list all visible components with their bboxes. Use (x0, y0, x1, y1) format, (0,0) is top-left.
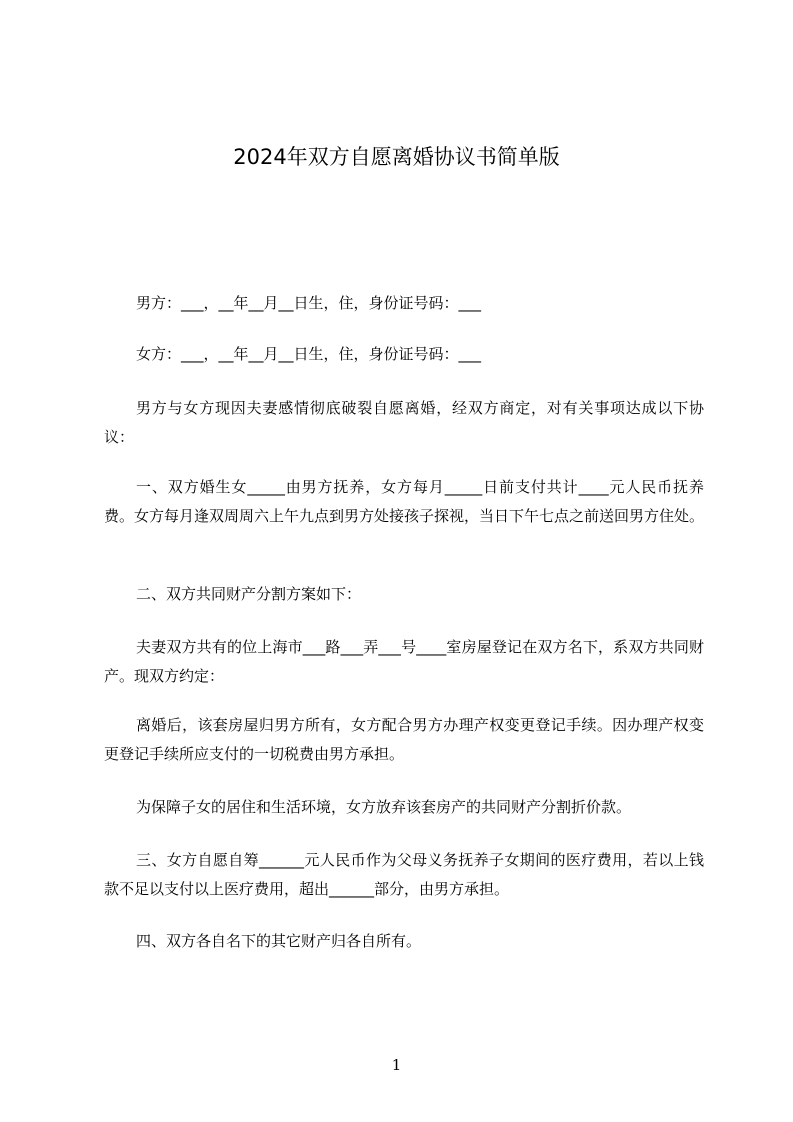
clause-property-ownership: 离婚后，该套房屋归男方所有，女方配合男方办理产权变更登记手续。因办理产权变更登记手续所应支付的一切税费由男方承担。 (104, 716, 704, 763)
clause-property-waiver: 为保障子女的居住和生活环境，女方放弃该套房产的共同财产分割折价款。 (136, 798, 632, 816)
female-party-info: 女方：___，__年__月__日生，住，身份证号码：___ (136, 345, 482, 363)
clause-medical-expenses: 三、女方自愿自筹______元人民币作为父母义务抚养子女期间的医疗费用，若以上钱款不足以支付以上医疗费用，超出______部分，由男方承担。 (104, 851, 704, 898)
document-title: 2024年双方自愿离婚协议书简单版 (233, 145, 560, 169)
agreement-preamble: 男方与女方现因夫妻感情彻底破裂自愿离婚，经双方商定，对有关事项达成以下协议： (104, 399, 704, 446)
clause-other-property: 四、双方各自名下的其它财产归各自所有。 (136, 932, 422, 950)
clause-property-heading: 二、双方共同财产分割方案如下： (136, 585, 362, 603)
clause-child-custody: 一、双方婚生女_____由男方抚养，女方每月_____日前支付共计____元人民币抚养费。女方每月逢双周周六上午九点到男方处接孩子探视，当日下午七点之前送回男方住处。 (104, 478, 705, 525)
page-number: 1 (391, 1056, 402, 1074)
male-party-info: 男方：___，__年__月__日生，住，身份证号码：___ (136, 294, 482, 312)
clause-property-description: 夫妻双方共有的位上海市___路___弄___号____室房屋登记在双方名下，系双方共同财产。现双方约定： (104, 638, 704, 685)
